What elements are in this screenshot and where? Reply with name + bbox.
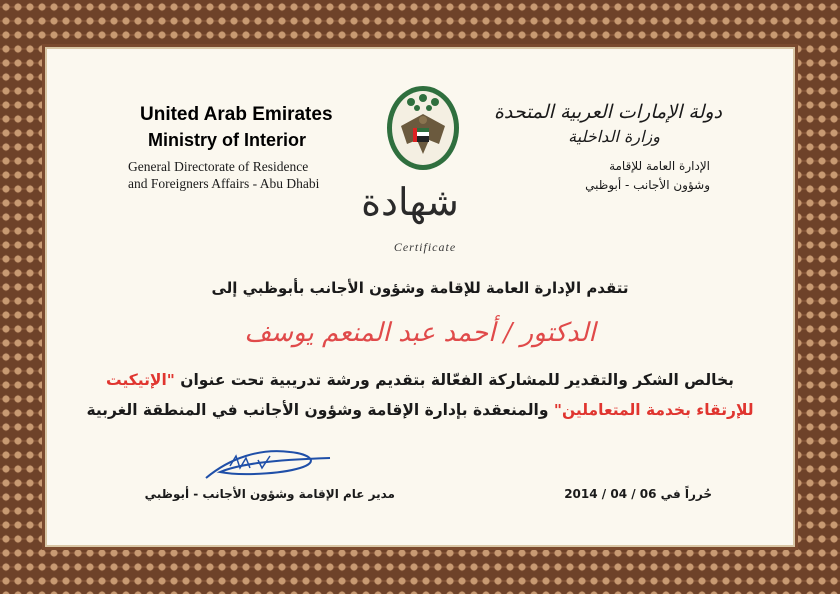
body-line-2-text: والمنعقدة بإدارة الإقامة وشؤون الأجانب في المنطقة الغربية (86, 401, 549, 419)
workshop-title-part2: للإرتقاء بخدمة المتعاملين" (553, 401, 754, 419)
directorate-ar-line2: وشؤون الأجانب - أبوظبي (585, 178, 710, 192)
country-name-en: United Arab Emirates (140, 104, 333, 125)
signature-image (200, 438, 340, 488)
directorate-ar-line1: الإدارة العامة للإقامة (609, 159, 710, 173)
recipient-name: الدكتور / أحمد عبد المنعم يوسف (244, 318, 596, 348)
country-name-ar: دولة الإمارات العربية المتحدة (493, 101, 722, 123)
certificate-title-en: Certificate (393, 240, 457, 254)
issue-date: حُرراً في 06 / 04 / 2014 (564, 487, 712, 501)
directorate-en-line2: and Foreigners Affairs - Abu Dhabi (128, 176, 320, 191)
workshop-title-part1: "الإتيكيت (106, 371, 175, 389)
presenter-line: تتقدم الإدارة العامة للإقامة وشؤون الأجانب بأبوظبي إلى (211, 279, 629, 297)
body-line-1-text: بخالص الشكر والتقدير للمشاركة الفعّالة بتقديم ورشة تدريبية تحت عنوان (180, 371, 734, 389)
body-line-2 (0, 401, 840, 419)
certificate-title-ar: شهادة (361, 180, 459, 224)
police-eagle-emblem-icon (383, 84, 463, 174)
body-line-1 (0, 371, 840, 389)
signer-title: مدير عام الإقامة وشؤون الأجانب - أبوظبي (144, 487, 395, 501)
ministry-name-en: Ministry of Interior (148, 130, 307, 150)
ministry-name-ar: وزارة الداخلية (568, 127, 660, 146)
directorate-en-line1: General Directorate of Residence (128, 159, 309, 174)
